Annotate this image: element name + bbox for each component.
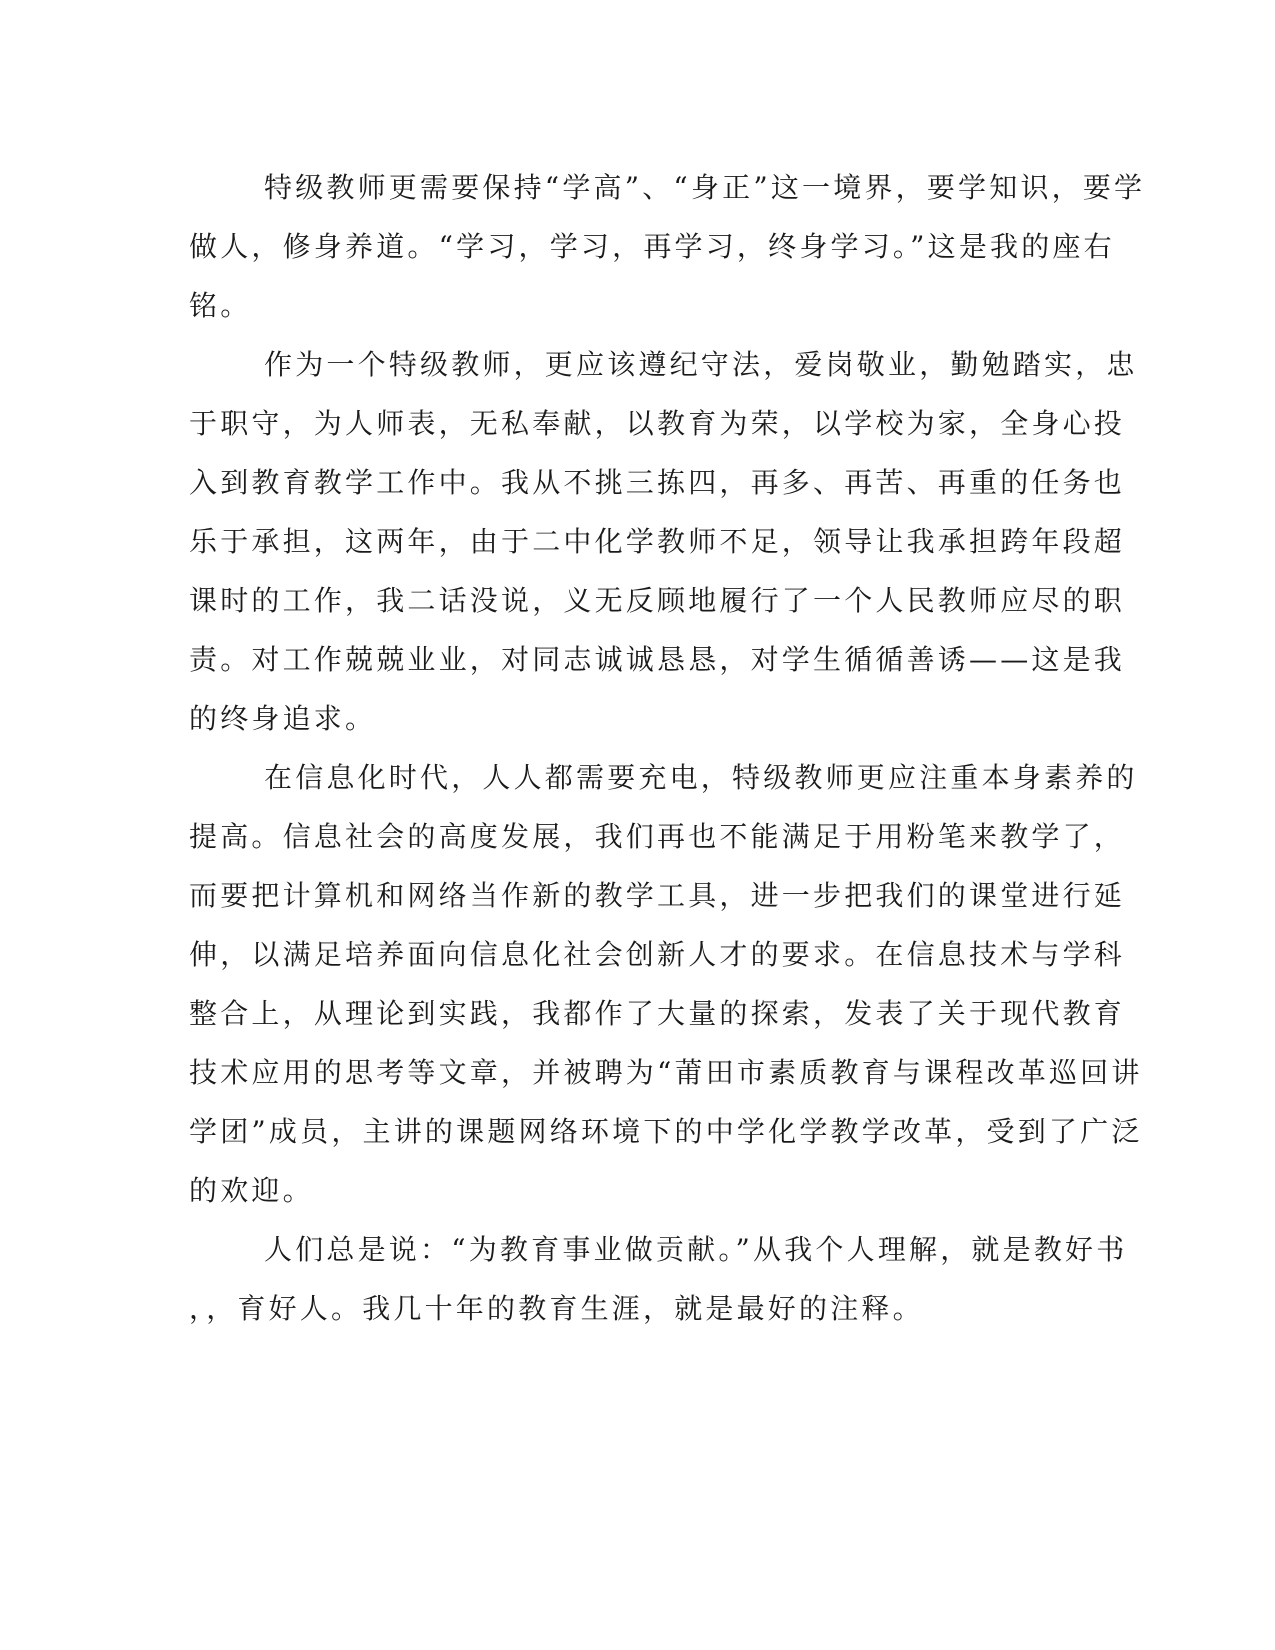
text-line: 整合上，从理论到实践，我都作了大量的探索，发表了关于现代教育 (189, 997, 1126, 1030)
text-line: 入到教育教学工作中。我从不挑三拣四，再多、再苦、再重的任务也 (189, 466, 1126, 499)
paragraph-conclusion (189, 1220, 1128, 1338)
text-line: 伸，以满足培养面向信息化社会创新人才的要求。在信息技术与学科 (189, 938, 1126, 971)
text-line: 做人，修身养道。“学习，学习，再学习，终身学习。”这是我的座右 (189, 230, 1115, 263)
text-line: ，，育好人。我几十年的教育生涯，就是最好的注释。 (189, 1292, 924, 1325)
paragraph-motto (189, 158, 1146, 335)
text-line: 学团”成员，主讲的课题网络环境下的中学化学教学改革，受到了广泛 (189, 1115, 1143, 1148)
paragraph-dedication (189, 335, 1138, 748)
paragraph-information-age (189, 748, 1143, 1220)
text-line: 技术应用的思考等文章，并被聘为“莆田市素质教育与课程改革巡回讲 (189, 1056, 1143, 1089)
text-line: 课时的工作，我二话没说，义无反顾地履行了一个人民教师应尽的职 (189, 584, 1126, 617)
text-line: 人们总是说：“为教育事业做贡献。”从我个人理解，就是教好书 (264, 1233, 1128, 1266)
text-line: 在信息化时代，人人都需要充电，特级教师更应注重本身素养的 (264, 761, 1138, 794)
text-line: 于职守，为人师表，无私奉献，以教育为荣，以学校为家，全身心投 (189, 407, 1126, 440)
text-line: 的终身追求。 (189, 702, 377, 735)
text-line: 乐于承担，这两年，由于二中化学教师不足，领导让我承担跨年段超 (189, 525, 1126, 558)
text-line: 的欢迎。 (189, 1174, 314, 1207)
document-body (189, 158, 1146, 1338)
text-line: 作为一个特级教师，更应该遵纪守法，爱岗敬业，勤勉踏实，忠 (264, 348, 1138, 381)
text-line: 特级教师更需要保持“学高”、“身正”这一境界，要学知识，要学 (264, 171, 1146, 204)
text-line: 而要把计算机和网络当作新的教学工具，进一步把我们的课堂进行延 (189, 879, 1126, 912)
text-line: 责。对工作兢兢业业，对同志诚诚恳恳，对学生循循善诱——这是我 (189, 643, 1126, 676)
text-line: 铭。 (189, 289, 252, 322)
text-line: 提高。信息社会的高度发展，我们再也不能满足于用粉笔来教学了， (189, 820, 1126, 853)
